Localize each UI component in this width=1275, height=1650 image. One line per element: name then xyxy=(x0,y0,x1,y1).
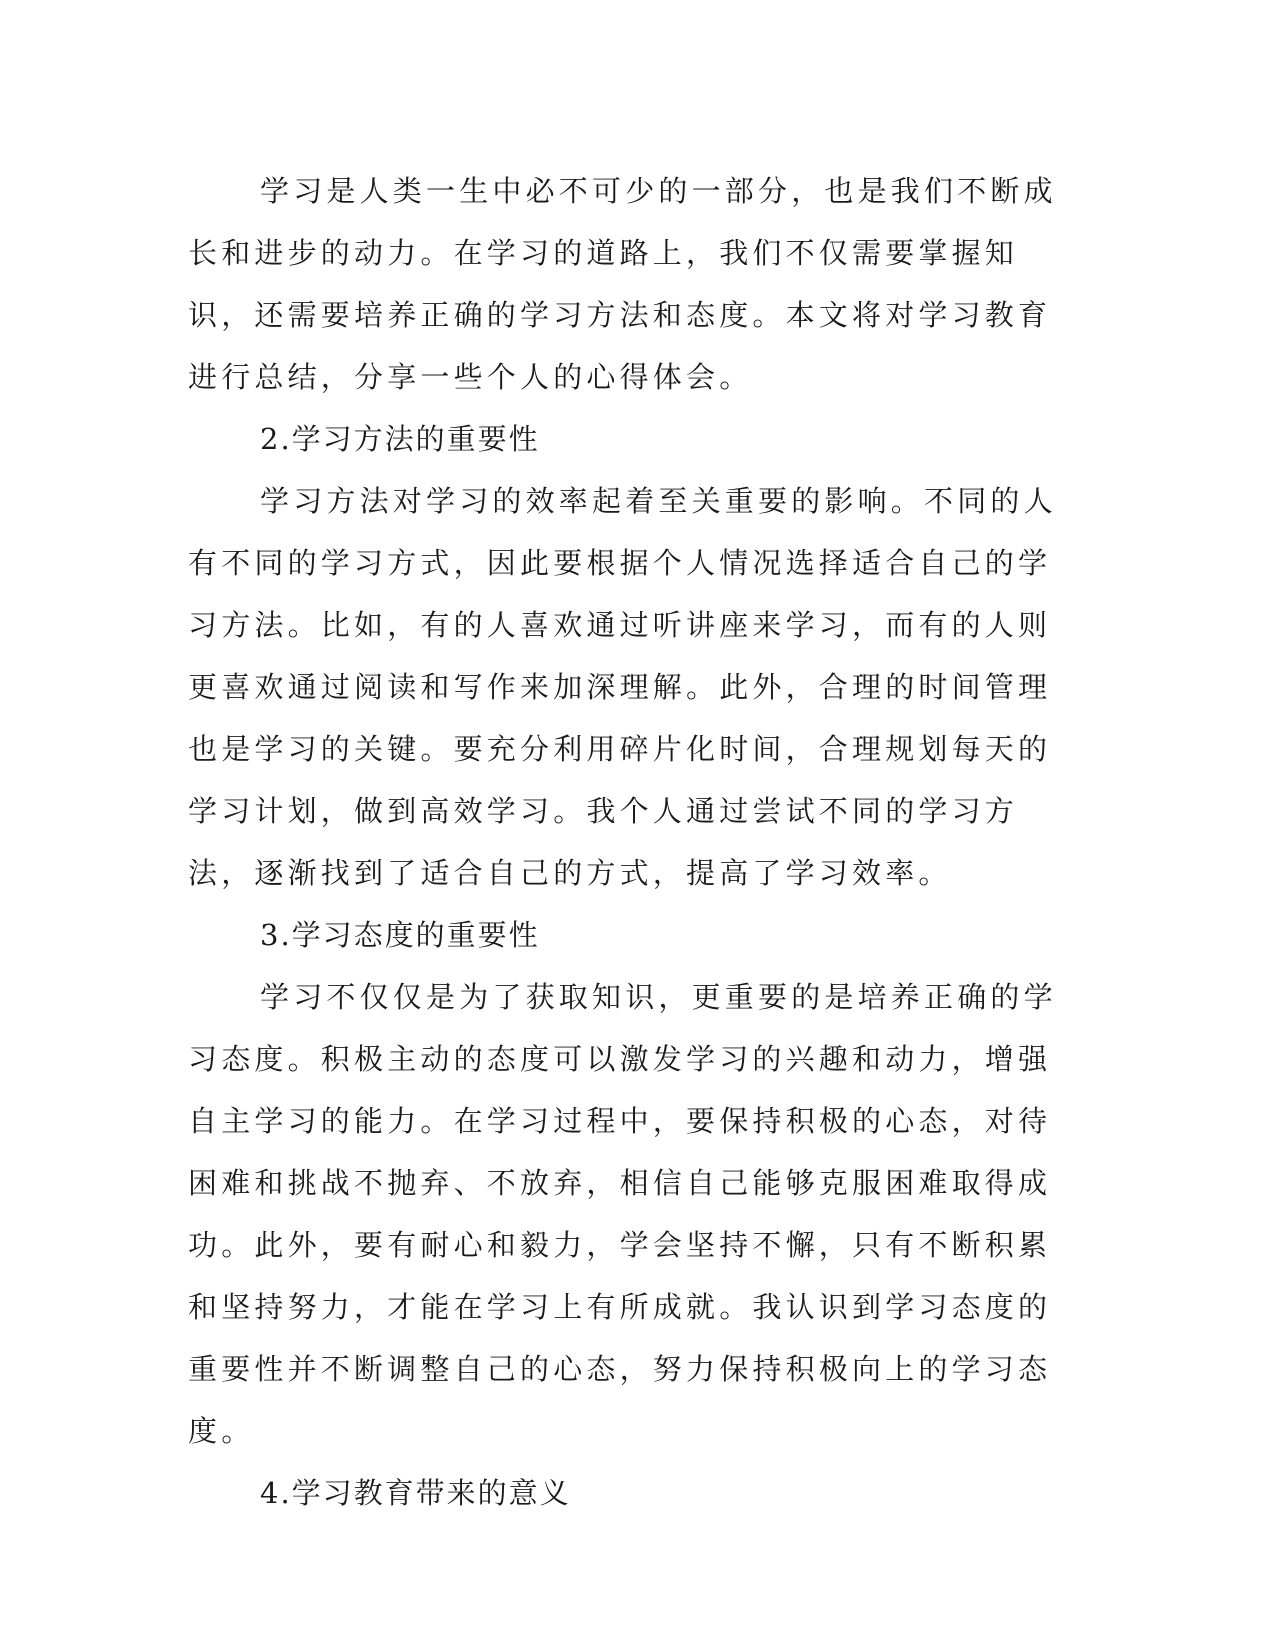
section-3-heading: 3.学习态度的重要性 xyxy=(260,918,540,952)
intro-paragraph: 学习是人类一生中必不可少的一部分，也是我们不断成长和进步的动力。在学习的道路上，我们不仅需要掌握知识，还需要培养正确的学习方法和态度。本文将对学习教育进行总结，分享一些个人的心得体会。 xyxy=(188,174,1057,394)
section-2-heading: 2.学习方法的重要性 xyxy=(260,422,540,456)
document-body xyxy=(188,160,1068,1524)
section-3-paragraph: 学习不仅仅是为了获取知识，更重要的是培养正确的学习态度。积极主动的态度可以激发学习的兴趣和动力，增强自主学习的能力。在学习过程中，要保持积极的心态，对待困难和挑战不抛弃、不放弃，相信自己能够克服困难取得成功。此外，要有耐心和毅力，学会坚持不懈，只有不断积累和坚持努力，才能在学习上有所成就。我认识到学习态度的重要性并不断调整自己的心态，努力保持积极向上的学习态度。 xyxy=(188,980,1057,1448)
section-4-heading: 4.学习教育带来的意义 xyxy=(260,1476,571,1510)
section-2-paragraph: 学习方法对学习的效率起着至关重要的影响。不同的人有不同的学习方式，因此要根据个人情况选择适合自己的学习方法。比如，有的人喜欢通过听讲座来学习，而有的人则更喜欢通过阅读和写作来加深理解。此外，合理的时间管理也是学习的关键。要充分利用碎片化时间，合理规划每天的学习计划，做到高效学习。我个人通过尝试不同的学习方法，逐渐找到了适合自己的方式，提高了学习效率。 xyxy=(188,484,1057,890)
